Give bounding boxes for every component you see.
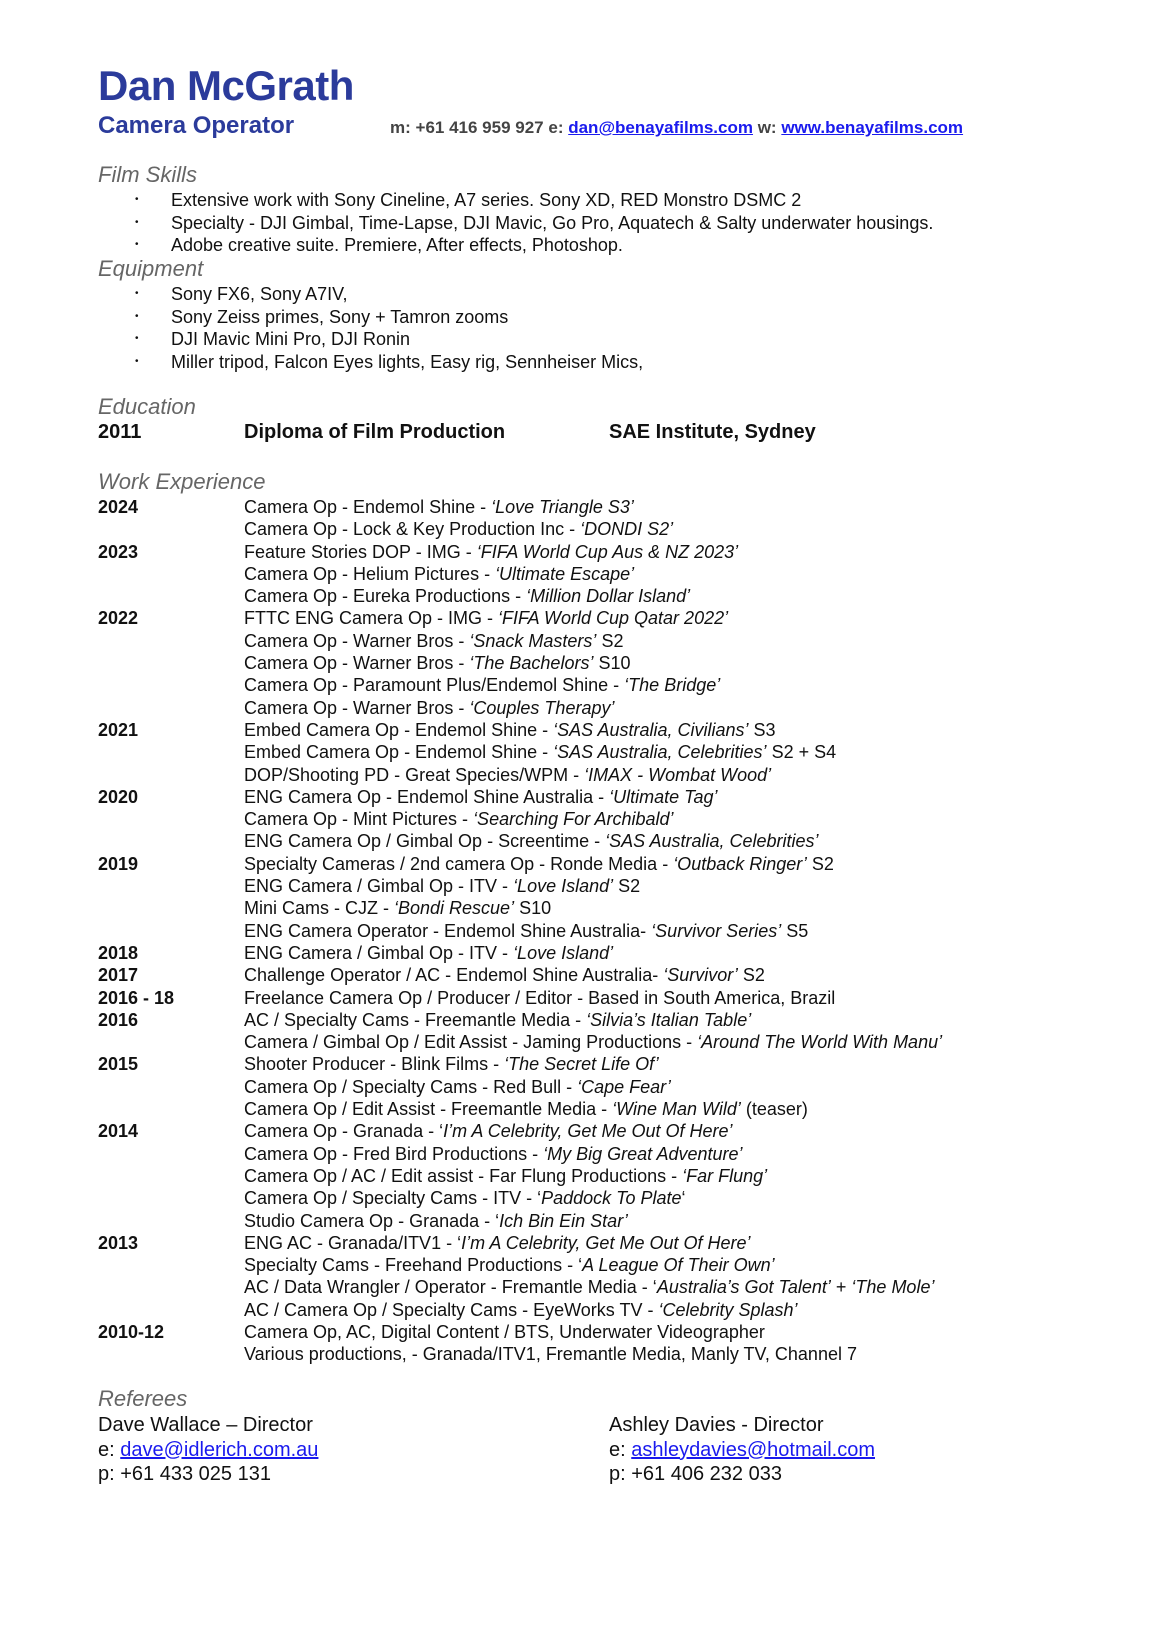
work-production-title: ‘Searching For Archibald’ [473, 809, 674, 830]
bullet-icon: • [135, 333, 139, 344]
education-row [98, 421, 998, 447]
work-role-company: Camera Op - Eureka Productions - [244, 586, 527, 607]
work-year: 2016 - 18 [98, 987, 175, 1008]
work-role-company: Camera Op - Warner Bros - [244, 653, 470, 674]
work-production-title: ‘Love Island’ [513, 876, 614, 897]
work-suffix: S5 [781, 920, 809, 941]
mobile-number: +61 416 959 927 [415, 118, 544, 137]
work-production-title: ‘My Big Great Adventure’ [543, 1143, 743, 1164]
work-description [244, 987, 835, 1009]
website-link[interactable]: www.benayafilms.com [781, 118, 964, 137]
work-description [244, 674, 720, 696]
referee-phone: +61 406 232 033 [631, 1463, 782, 1485]
work-description [244, 1299, 798, 1321]
work-production-title: ‘The Mole’ [851, 1277, 935, 1298]
work-production-title: ‘FIFA World Cup Aus & NZ 2023’ [476, 541, 739, 562]
work-role-company: ENG Camera Op / Gimbal Op - Screentime - [244, 831, 606, 852]
list-item [98, 189, 933, 212]
work-production-title: ‘Survivor’ [663, 965, 738, 986]
work-description [244, 920, 808, 942]
work-production-title: ‘Love Island’ [513, 942, 614, 963]
work-year: 2021 [98, 719, 139, 740]
work-suffix: S2 + S4 [766, 742, 837, 763]
list-item-text: Sony FX6, Sony A7IV, [171, 284, 348, 304]
work-production-title: I’m A Celebrity, Get Me Out Of Here’ [443, 1121, 733, 1142]
work-production-title: ‘Silvia’s Italian Table’ [586, 1009, 752, 1030]
contact-line [390, 118, 963, 138]
education-year: 2011 [98, 421, 142, 443]
referee-phone-label: p: [98, 1463, 115, 1485]
referee-2 [609, 1413, 875, 1487]
work-description [244, 1076, 671, 1098]
equipment-heading: Equipment [98, 256, 204, 281]
work-production-title: ‘Snack Masters’ [469, 630, 597, 651]
work-suffix: S3 [748, 719, 776, 740]
work-year: 2018 [98, 942, 139, 963]
work-description [244, 1009, 751, 1031]
work-production-title: ‘The Secret Life Of’ [504, 1054, 659, 1075]
list-item-text: Extensive work with Sony Cineline, A7 series. Sony XD, RED Monstro DSMC 2 [171, 190, 802, 210]
work-suffix: S10 [514, 898, 552, 919]
work-production-title: Paddock To Plate [541, 1188, 682, 1209]
work-role-company: Studio Camera Op - Granada - ‘ [244, 1210, 500, 1231]
work-production-title: ‘The Bachelors’ [469, 653, 594, 674]
work-description [244, 697, 614, 719]
work-year: 2013 [98, 1232, 139, 1253]
work-description [244, 830, 819, 852]
work-suffix: (teaser) [740, 1099, 808, 1120]
email-label: e: [548, 118, 564, 137]
work-description [244, 496, 634, 518]
work-production-title: ‘Survivor Series’ [651, 920, 782, 941]
work-production-title: Ich Bin Ein Star’ [499, 1210, 628, 1231]
work-production-title: ‘Ultimate Escape’ [495, 563, 635, 584]
work-year: 2016 [98, 1009, 139, 1030]
bullet-icon: • [135, 239, 139, 250]
work-description [244, 741, 836, 763]
list-item [98, 234, 933, 257]
work-description [244, 1343, 857, 1365]
list-item-text: Miller tripod, Falcon Eyes lights, Easy rig, Sennheiser Mics, [171, 351, 644, 372]
work-production-title: ‘Million Dollar Island’ [526, 586, 691, 607]
work-role-company: Mini Cams - CJZ - [244, 898, 394, 919]
work-role-company: Camera Op - Warner Bros - [244, 630, 470, 651]
referee-name: Ashley Davies - Director [609, 1414, 824, 1436]
work-description [244, 875, 640, 897]
work-description [244, 1187, 686, 1209]
work-description [244, 1232, 750, 1254]
work-role-company: Specialty Cams - Freehand Productions - ‘ [244, 1255, 583, 1276]
bullet-icon: • [135, 216, 139, 228]
referees-heading: Referees [98, 1386, 188, 1411]
candidate-name: Dan McGrath [98, 62, 354, 109]
referee-phone-label: p: [609, 1463, 626, 1485]
work-description [244, 1254, 775, 1276]
work-production-title: ‘SAS Australia, Celebrities’ [605, 831, 819, 852]
work-description [244, 964, 765, 986]
work-description [244, 563, 634, 585]
referee-1 [98, 1413, 318, 1487]
work-description [244, 518, 673, 540]
education-heading: Education [98, 394, 196, 419]
referee-email-label: e: [98, 1438, 115, 1461]
work-year: 2022 [98, 608, 139, 629]
work-role-company: DOP/Shooting PD - Great Species/WPM - [244, 764, 585, 785]
work-role-company: AC / Specialty Cams - Freemantle Media - [244, 1009, 587, 1030]
email-link[interactable]: dan@benayafilms.com [568, 118, 753, 137]
work-suffix: S2 [806, 853, 834, 874]
work-description [244, 652, 630, 674]
work-year: 2020 [98, 786, 139, 807]
work-production-title: ‘Outback Ringer’ [673, 853, 807, 874]
work-year: 2014 [98, 1121, 139, 1142]
work-role-company: Camera Op - Fred Bird Productions - [244, 1143, 544, 1164]
work-description [244, 1165, 767, 1187]
work-role-company: ENG Camera / Gimbal Op - ITV - [244, 876, 514, 897]
list-item [98, 328, 643, 351]
work-role-company: Specialty Cameras / 2nd camera Op - Ronde Media - [244, 853, 674, 874]
work-role-company: Camera Op - Granada - ‘ [244, 1121, 444, 1142]
work-description [244, 630, 623, 652]
work-production-title: ‘Cape Fear’ [577, 1076, 671, 1097]
referee-phone: +61 433 025 131 [120, 1463, 271, 1485]
work-description [244, 719, 776, 741]
work-role-company: Freelance Camera Op / Producer / Editor - Based in South America, Brazil [244, 987, 836, 1008]
work-role-company: ENG Camera / Gimbal Op - ITV - [244, 942, 514, 963]
work-role-company: Challenge Operator / AC - Endemol Shine Australia- [244, 965, 664, 986]
work-role-company: AC / Camera Op / Specialty Cams - EyeWorks TV - [244, 1299, 659, 1320]
education-institution: SAE Institute, Sydney [609, 421, 816, 443]
work-role-company: ENG AC - Granada/ITV1 - ‘ [244, 1232, 462, 1253]
education-course: Diploma of Film Production [244, 421, 506, 443]
work-description [244, 585, 690, 607]
work-year: 2023 [98, 541, 139, 562]
work-role-company: FTTC ENG Camera Op - IMG - [244, 608, 499, 629]
work-year: 2024 [98, 497, 139, 517]
work-description [244, 897, 551, 919]
work-production-title: ‘Couples Therapy’ [469, 697, 615, 718]
list-item [98, 283, 643, 306]
work-description [244, 764, 771, 786]
work-year: 2017 [98, 965, 139, 986]
work-role-company: Embed Camera Op - Endemol Shine - [244, 719, 554, 740]
work-production-title: ‘Around The World With Manu’ [697, 1032, 943, 1053]
work-role-company: AC / Data Wrangler / Operator - Fremantle Media - ‘ [244, 1277, 657, 1298]
list-item [98, 351, 643, 374]
work-suffix: S2 [737, 965, 765, 986]
work-production-title: ‘Wine Man Wild’ [612, 1099, 741, 1120]
work-role-company: Feature Stories DOP - IMG - [244, 541, 477, 562]
work-suffix: + [830, 1277, 852, 1298]
work-description [244, 942, 613, 964]
work-production-title: ‘Celebrity Splash’ [658, 1299, 798, 1320]
list-item [98, 306, 643, 329]
work-production-title: ‘Ultimate Tag’ [609, 786, 718, 807]
work-role-company: Camera Op / Specialty Cams - Red Bull - [244, 1076, 578, 1097]
work-description [244, 1098, 808, 1120]
work-production-title: ‘IMAX - Wombat Wood’ [584, 764, 772, 785]
work-production-title: I’m A Celebrity, Get Me Out Of Here’ [461, 1232, 751, 1253]
work-description [244, 541, 738, 563]
work-role-company: Camera Op / Specialty Cams - ITV - ‘ [244, 1188, 542, 1209]
work-experience-heading: Work Experience [98, 469, 266, 494]
work-production-title: A League Of Their Own’ [582, 1255, 775, 1276]
work-role-company: Camera Op - Mint Pictures - [244, 809, 474, 830]
work-suffix: S2 [596, 630, 624, 651]
list-item-text: Specialty - DJI Gimbal, Time-Lapse, DJI Mavic, Go Pro, Aquatech & Salty underwater housings. [171, 212, 934, 233]
work-production-title: ‘SAS Australia, Celebrities’ [553, 742, 767, 763]
referee-name: Dave Wallace – Director [98, 1414, 313, 1436]
work-role-company: ENG Camera Op - Endemol Shine Australia - [244, 786, 610, 807]
work-role-company: Camera Op - Paramount Plus/Endemol Shine - [244, 675, 625, 696]
bullet-icon: • [135, 310, 139, 322]
work-production-title: ‘Love Triangle S3’ [491, 497, 634, 517]
work-description [244, 808, 674, 830]
work-description [244, 1120, 732, 1142]
work-role-company: Embed Camera Op - Endemol Shine - [244, 742, 554, 763]
bullet-icon: • [135, 194, 139, 205]
work-role-company: Camera Op / Edit Assist - Freemantle Media - [244, 1099, 613, 1120]
work-production-title: ‘Far Flung’ [682, 1165, 768, 1186]
referee-email-label: e: [609, 1438, 626, 1461]
film-skills-list [98, 189, 933, 257]
work-role-company: Camera / Gimbal Op / Edit Assist - Jaming Productions - [244, 1032, 698, 1053]
work-role-company: Camera Op / AC / Edit assist - Far Flung Productions - [244, 1165, 683, 1186]
referee-email-link[interactable]: ashleydavies@hotmail.com [631, 1438, 875, 1461]
work-role-company: ENG Camera Operator - Endemol Shine Australia- [244, 920, 652, 941]
work-role-company: Various productions, - Granada/ITV1, Fremantle Media, Manly TV, Channel 7 [244, 1344, 857, 1365]
work-description [244, 1031, 942, 1053]
work-description [244, 1143, 743, 1165]
referee-email-link[interactable]: dave@idlerich.com.au [120, 1438, 319, 1461]
work-year: 2019 [98, 853, 139, 874]
work-role-company: Camera Op - Lock & Key Production Inc - [244, 519, 581, 540]
work-production-title: ‘The Bridge’ [624, 675, 721, 696]
equipment-list [98, 283, 643, 373]
work-production-title: ‘FIFA World Cup Qatar 2022’ [498, 608, 729, 629]
work-role-company: Shooter Producer - Blink Films - [244, 1054, 505, 1075]
work-description [244, 1276, 934, 1298]
candidate-role: Camera Operator [98, 112, 295, 139]
list-item-text: Adobe creative suite. Premiere, After effects, Photoshop. [171, 235, 623, 255]
work-role-company: Camera Op - Warner Bros - [244, 697, 470, 718]
bullet-icon: • [135, 355, 139, 367]
mobile-label: m: [390, 118, 411, 137]
work-production-title: ‘SAS Australia, Civilians’ [553, 719, 749, 740]
work-description [244, 1053, 659, 1075]
work-role-company: Camera Op - Endemol Shine - [244, 497, 492, 517]
bullet-icon: • [135, 288, 139, 299]
work-description [244, 853, 834, 875]
work-year: 2010-12 [98, 1321, 165, 1342]
work-year: 2015 [98, 1054, 139, 1075]
work-description [244, 1210, 628, 1232]
list-item [98, 212, 933, 235]
work-production-title: Australia’s Got Talent’ [656, 1277, 831, 1298]
web-label: w: [757, 118, 777, 137]
work-production-title: ‘DONDI S2’ [580, 519, 674, 540]
list-item-text: DJI Mavic Mini Pro, DJI Ronin [171, 329, 411, 349]
work-role-company: Camera Op, AC, Digital Content / BTS, Underwater Videographer [244, 1321, 765, 1342]
work-suffix: ‘ [681, 1188, 686, 1209]
work-description [244, 1321, 765, 1343]
work-role-company: Camera Op - Helium Pictures - [244, 563, 496, 584]
work-suffix: S10 [593, 653, 631, 674]
work-description [244, 786, 718, 808]
film-skills-heading: Film Skills [98, 162, 197, 187]
list-item-text: Sony Zeiss primes, Sony + Tamron zooms [171, 306, 509, 327]
work-production-title: ‘Bondi Rescue’ [394, 898, 515, 919]
work-suffix: S2 [613, 876, 641, 897]
work-description [244, 607, 728, 629]
